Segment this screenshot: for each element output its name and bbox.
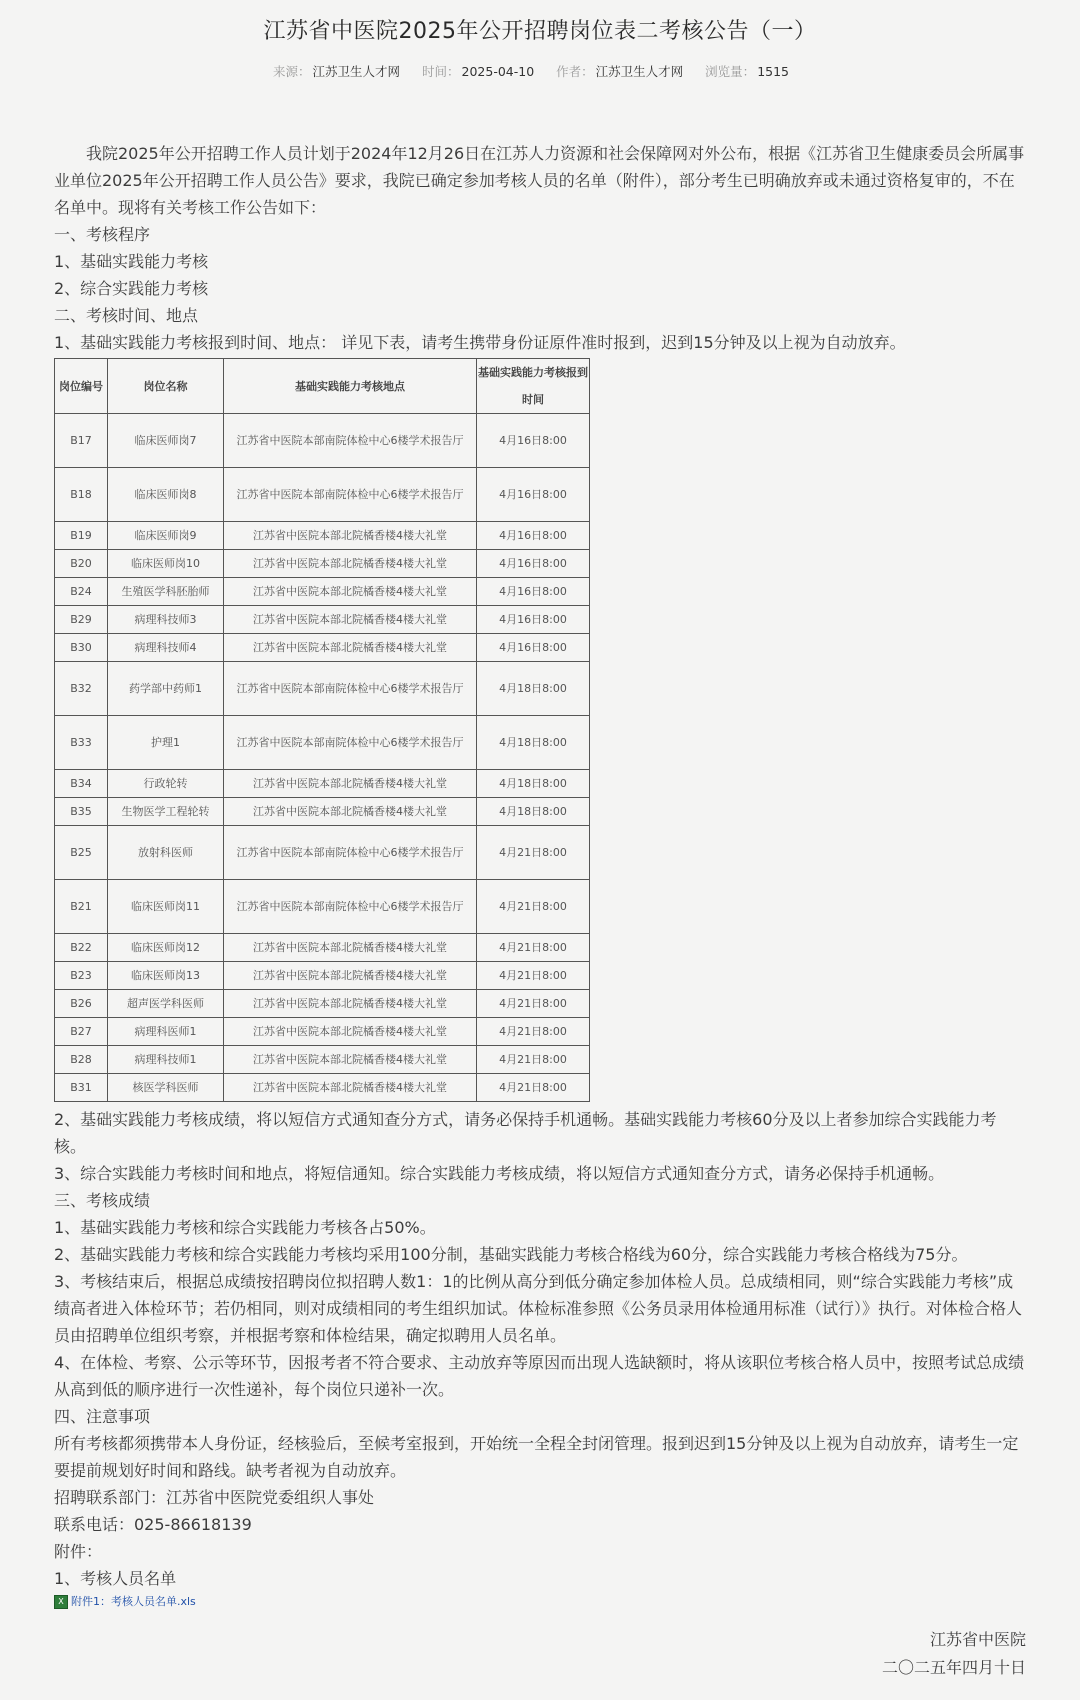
- table-cell-place: 江苏省中医院本部北院橘香楼4楼大礼堂: [224, 770, 477, 798]
- table-cell-place: 江苏省中医院本部北院橘香楼4楼大礼堂: [224, 1046, 477, 1074]
- table-cell-place: 江苏省中医院本部北院橘香楼4楼大礼堂: [224, 522, 477, 550]
- table-cell-place: 江苏省中医院本部南院体检中心6楼学术报告厅: [224, 826, 477, 880]
- section-item: 3、综合实践能力考核时间和地点，将短信通知。综合实践能力考核成绩，将以短信方式通知查分方式，请务必保持手机通畅。: [54, 1164, 945, 1183]
- source-label: 来源：: [272, 64, 311, 79]
- table-cell-code: B29: [55, 606, 108, 634]
- table-cell-place: 江苏省中医院本部南院体检中心6楼学术报告厅: [224, 716, 477, 770]
- table-cell-name: 护理1: [108, 716, 224, 770]
- table-cell-time: 4月16日8:00: [477, 468, 590, 522]
- table-cell-name: 病理科技师1: [108, 1046, 224, 1074]
- section-item: 2、基础实践能力考核和综合实践能力考核均采用100分制，基础实践能力考核合格线为60分，综合实践能力考核合格线为75分。: [54, 1245, 968, 1264]
- table-row: [55, 578, 590, 606]
- table-row: [55, 1074, 590, 1102]
- table-cell-name: 临床医师岗10: [108, 550, 224, 578]
- article-meta: [0, 62, 1080, 80]
- table-cell-code: B20: [55, 550, 108, 578]
- section-item: 2、基础实践能力考核成绩，将以短信方式通知查分方式，请务必保持手机通畅。基础实践能力考核60分及以上者参加综合实践能力考核。: [54, 1110, 997, 1156]
- contact-dept: 招聘联系部门：江苏省中医院党委组织人事处: [54, 1488, 375, 1507]
- intro-paragraph: 我院2025年公开招聘工作人员计划于2024年12月26日在江苏人力资源和社会保障网对外公布，根据《江苏省卫生健康委员会所属事业单位2025年公开招聘工作人员公告》要求，我院已确定参加考核人员的名单（附件），部分考生已明确放弃或未通过资格复审的，不在名单中。现将有关考核工作公告如下：: [54, 144, 1025, 217]
- table-cell-name: 放射科医师: [108, 826, 224, 880]
- table-row: [55, 522, 590, 550]
- author-value: 江苏卫生人才网: [595, 64, 684, 79]
- article-body: [54, 140, 1026, 1610]
- table-cell-code: B27: [55, 1018, 108, 1046]
- table-row: [55, 414, 590, 468]
- table-row: [55, 962, 590, 990]
- table-row: [55, 798, 590, 826]
- table-body: [55, 414, 590, 1102]
- table-cell-code: B32: [55, 662, 108, 716]
- exam-schedule-table: [54, 358, 590, 1102]
- author-label: 作者：: [556, 64, 594, 79]
- table-cell-name: 病理科技师4: [108, 634, 224, 662]
- section-item: 1、基础实践能力考核和综合实践能力考核各占50%。: [54, 1218, 436, 1237]
- table-cell-name: 临床医师岗13: [108, 962, 224, 990]
- article-title: 江苏省中医院2025年公开招聘岗位表二考核公告（一）: [263, 19, 817, 44]
- table-cell-place: 江苏省中医院本部南院体检中心6楼学术报告厅: [224, 662, 477, 716]
- table-cell-time: 4月16日8:00: [477, 634, 590, 662]
- table-cell-code: B35: [55, 798, 108, 826]
- table-cell-time: 4月21日8:00: [477, 1018, 590, 1046]
- table-cell-name: 临床医师岗7: [108, 414, 224, 468]
- table-cell-time: 4月16日8:00: [477, 606, 590, 634]
- views-value: 1515: [757, 64, 789, 79]
- contact-phone: 联系电话：025-86618139: [54, 1515, 252, 1534]
- table-cell-place: 江苏省中医院本部南院体检中心6楼学术报告厅: [224, 468, 477, 522]
- table-row: [55, 934, 590, 962]
- table-cell-place: 江苏省中医院本部北院橘香楼4楼大礼堂: [224, 606, 477, 634]
- table-row: [55, 1018, 590, 1046]
- table-row: [55, 880, 590, 934]
- table-cell-time: 4月16日8:00: [477, 550, 590, 578]
- table-row: [55, 1046, 590, 1074]
- table-cell-place: 江苏省中医院本部南院体检中心6楼学术报告厅: [224, 414, 477, 468]
- table-cell-name: 临床医师岗11: [108, 880, 224, 934]
- table-cell-place: 江苏省中医院本部南院体检中心6楼学术报告厅: [224, 880, 477, 934]
- table-row: [55, 606, 590, 634]
- table-cell-code: B22: [55, 934, 108, 962]
- table-cell-place: 江苏省中医院本部北院橘香楼4楼大礼堂: [224, 550, 477, 578]
- table-row: [55, 634, 590, 662]
- table-cell-name: 生物医学工程轮转: [108, 798, 224, 826]
- table-row: [55, 826, 590, 880]
- table-row: [55, 468, 590, 522]
- attachment-link-text[interactable]: 附件1：考核人员名单.xls: [71, 1595, 196, 1608]
- views-label: 浏览量：: [705, 64, 756, 79]
- table-cell-code: B28: [55, 1046, 108, 1074]
- table-cell-name: 药学部中药师1: [108, 662, 224, 716]
- section-heading: 二、考核时间、地点: [54, 306, 199, 325]
- table-cell-name: 超声医学科医师: [108, 990, 224, 1018]
- table-cell-place: 江苏省中医院本部北院橘香楼4楼大礼堂: [224, 1074, 477, 1102]
- table-cell-code: B17: [55, 414, 108, 468]
- table-cell-name: 核医学科医师: [108, 1074, 224, 1102]
- signature-block: [882, 1626, 1026, 1682]
- sign-date: 二〇二五年四月十日: [881, 1658, 1026, 1677]
- table-cell-code: B23: [55, 962, 108, 990]
- table-row: [55, 662, 590, 716]
- table-cell-time: 4月18日8:00: [477, 716, 590, 770]
- table-cell-time: 4月21日8:00: [477, 990, 590, 1018]
- table-header: 岗位名称: [108, 359, 224, 414]
- table-cell-time: 4月16日8:00: [477, 414, 590, 468]
- section-heading: 一、考核程序: [54, 225, 151, 244]
- table-cell-time: 4月16日8:00: [477, 522, 590, 550]
- table-cell-time: 4月21日8:00: [477, 934, 590, 962]
- table-cell-code: B19: [55, 522, 108, 550]
- table-row: [55, 770, 590, 798]
- attachment-label: 附件：: [54, 1542, 103, 1561]
- time-value: 2025-04-10: [461, 64, 535, 79]
- table-cell-place: 江苏省中医院本部北院橘香楼4楼大礼堂: [224, 934, 477, 962]
- attachment-link[interactable]: [54, 1594, 1026, 1610]
- table-cell-name: 行政轮转: [108, 770, 224, 798]
- table-cell-code: B33: [55, 716, 108, 770]
- sign-org: 江苏省中医院: [929, 1630, 1026, 1649]
- table-header: 基础实践能力考核地点: [224, 359, 477, 414]
- table-cell-code: B18: [55, 468, 108, 522]
- table-cell-time: 4月16日8:00: [477, 578, 590, 606]
- table-cell-code: B31: [55, 1074, 108, 1102]
- table-cell-place: 江苏省中医院本部北院橘香楼4楼大礼堂: [224, 1018, 477, 1046]
- excel-file-icon: X: [54, 1595, 68, 1609]
- table-cell-name: 病理科医师1: [108, 1018, 224, 1046]
- table-cell-code: B24: [55, 578, 108, 606]
- table-cell-name: 临床医师岗12: [108, 934, 224, 962]
- table-cell-place: 江苏省中医院本部北院橘香楼4楼大礼堂: [224, 578, 477, 606]
- section-item: 1、基础实践能力考核报到时间、地点： 详见下表，请考生携带身份证原件准时报到，迟到15分钟及以上视为自动放弃。: [54, 333, 906, 352]
- source-value: 江苏卫生人才网: [312, 64, 401, 79]
- table-cell-name: 生殖医学科胚胎师: [108, 578, 224, 606]
- table-row: [55, 550, 590, 578]
- section-item: 2、综合实践能力考核: [54, 279, 209, 298]
- notice-text: 所有考核都须携带本人身份证，经核验后，至候考室报到，开始统一全程全封闭管理。报到迟到15分钟及以上视为自动放弃，请考生一定要提前规划好时间和路线。缺考者视为自动放弃。: [54, 1434, 1019, 1480]
- table-cell-code: B26: [55, 990, 108, 1018]
- table-cell-time: 4月18日8:00: [477, 770, 590, 798]
- table-row: [55, 716, 590, 770]
- table-cell-time: 4月21日8:00: [477, 880, 590, 934]
- section-item: 4、在体检、考察、公示等环节，因报考者不符合要求、主动放弃等原因而出现人选缺额时，将从该职位考核合格人员中，按照考试总成绩从高到低的顺序进行一次性递补，每个岗位只递补一次。: [54, 1353, 1025, 1399]
- section-heading: 四、注意事项: [54, 1407, 151, 1426]
- section-heading: 三、考核成绩: [54, 1191, 151, 1210]
- table-cell-time: 4月21日8:00: [477, 1046, 590, 1074]
- table-cell-code: B34: [55, 770, 108, 798]
- table-cell-time: 4月21日8:00: [477, 826, 590, 880]
- table-cell-name: 临床医师岗9: [108, 522, 224, 550]
- table-cell-place: 江苏省中医院本部北院橘香楼4楼大礼堂: [224, 990, 477, 1018]
- table-header: 基础实践能力考核报到时间: [477, 359, 590, 414]
- table-row: [55, 990, 590, 1018]
- table-header: 岗位编号: [55, 359, 108, 414]
- table-cell-code: B25: [55, 826, 108, 880]
- table-cell-place: 江苏省中医院本部北院橘香楼4楼大礼堂: [224, 634, 477, 662]
- table-cell-time: 4月18日8:00: [477, 662, 590, 716]
- section-item: 1、基础实践能力考核: [54, 252, 209, 271]
- table-cell-place: 江苏省中医院本部北院橘香楼4楼大礼堂: [224, 798, 477, 826]
- table-cell-place: 江苏省中医院本部北院橘香楼4楼大礼堂: [224, 962, 477, 990]
- time-label: 时间：: [422, 64, 460, 79]
- section-item: 3、考核结束后，根据总成绩按招聘岗位拟招聘人数1：1的比例从高分到低分确定参加体检人员。总成绩相同，则“综合实践能力考核”成绩高者进入体检环节；若仍相同，则对成绩相同的考生组织加试。体检标准参照《公务员录用体检通用标准（试行）》执行。对体检合格人员由招聘单位组织考察，并根据考察和体检结果，确定拟聘用人员名单。: [54, 1272, 1023, 1345]
- attachment-item: 1、考核人员名单: [54, 1569, 177, 1588]
- table-cell-name: 临床医师岗8: [108, 468, 224, 522]
- table-cell-time: 4月18日8:00: [477, 798, 590, 826]
- table-cell-time: 4月21日8:00: [477, 962, 590, 990]
- table-cell-time: 4月21日8:00: [477, 1074, 590, 1102]
- table-cell-code: B21: [55, 880, 108, 934]
- table-cell-name: 病理科技师3: [108, 606, 224, 634]
- table-cell-code: B30: [55, 634, 108, 662]
